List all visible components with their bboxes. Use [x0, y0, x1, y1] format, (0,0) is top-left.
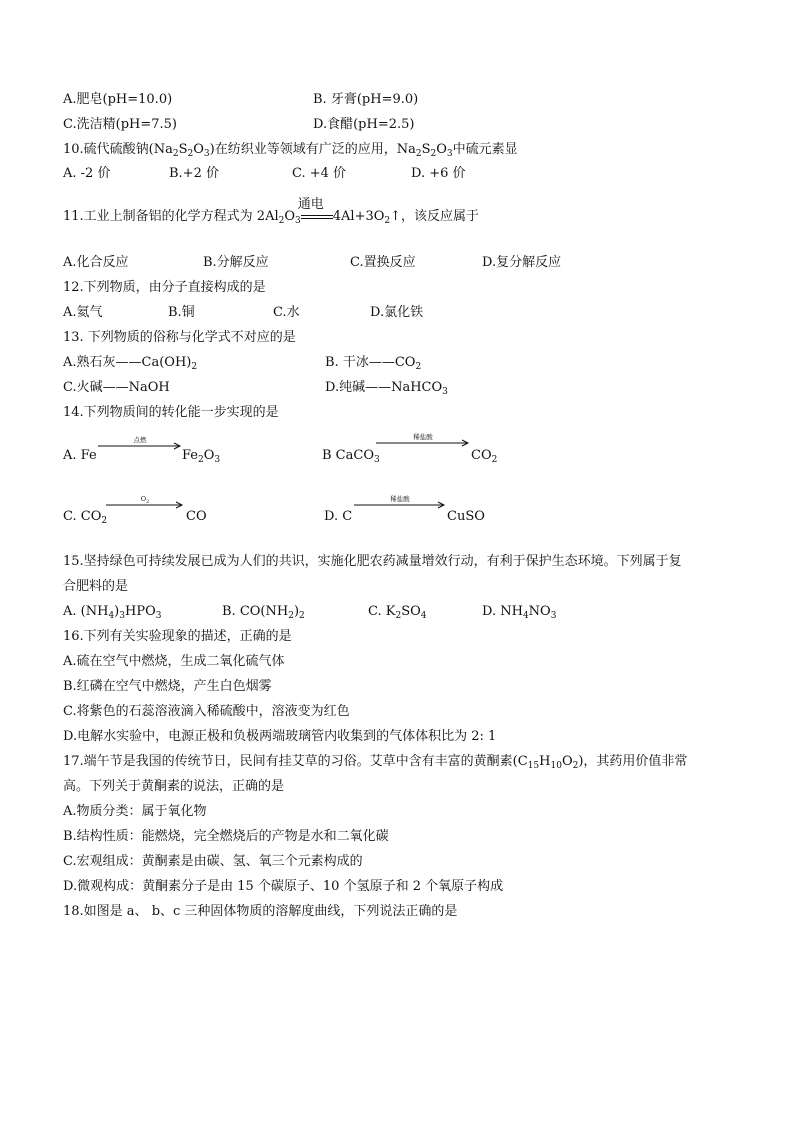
- q11-stem: 11.工业上制备铝的化学方程式为 $2Al_2O_3$ 通电 $4Al+3O_2↑$，该反应属于: [63, 197, 480, 226]
- q12-option-d: D.氯化铁: [370, 305, 424, 320]
- q9-option-b: B. 牙膏(pH=9.0): [313, 92, 419, 107]
- electrolysis-equals-sign: [297, 197, 333, 225]
- q15-option-d: D. $NH_4NO_3$: [482, 604, 557, 621]
- q10-stem: 10.硫代硫酸钠$(Na_2S_2O_3)$在纺织业等领域有广泛的应用，$Na_2S_2O_3$中硫元素显: [63, 142, 518, 159]
- q11-option-c: C.置换反应: [350, 255, 416, 270]
- q14-option-b-left: B CaCO$_3$: [322, 448, 380, 465]
- q14-option-d-left: D. C: [324, 509, 353, 524]
- q17-option-a: A.物质分类：属于氧化物: [63, 804, 207, 819]
- q9-option-d: D.食醋(pH=2.5): [313, 117, 415, 132]
- q12-option-a: A.氦气: [63, 305, 103, 320]
- q14-option-d-arrow: [354, 495, 446, 511]
- q11-option-a: A.化合反应: [63, 255, 129, 270]
- q10-option-d: D. +6 价: [411, 166, 466, 181]
- q14-option-d-right: CuSO: [447, 509, 485, 524]
- q14-option-a-right: $Fe_2O_3$: [182, 448, 221, 465]
- q16-option-b: B.红磷在空气中燃烧，产生白色烟雾: [63, 679, 272, 694]
- arrow-right-icon: [98, 442, 182, 450]
- q16-option-c: C.将紫色的石蕊溶液滴入稀硫酸中，溶液变为红色: [63, 704, 350, 719]
- q12-stem: 12.下列物质，由分子直接构成的是: [63, 280, 266, 295]
- q13-option-a: A.熟石灰$——Ca(OH)_2$: [63, 355, 198, 372]
- q14-stem: 14.下列物质间的转化能一步实现的是: [63, 405, 279, 420]
- arrow-right-icon: [106, 501, 184, 509]
- q14-option-b-right: $CO_2$: [471, 448, 498, 465]
- q15-option-b: B. $CO(NH_2)_2$: [222, 604, 305, 621]
- q14-option-c-right: CO: [186, 509, 207, 524]
- arrow-condition-label: 稀盐酸: [413, 433, 433, 441]
- q15-stem-line2: 合肥料的是: [63, 579, 129, 594]
- q15-option-a: A. $(NH_4)_3HPO_3$: [63, 604, 162, 621]
- q15-stem-line1: 15.坚持绿色可持续发展已成为人们的共识，实施化肥农药减量增效行动，有利于保护生态环境。下列属于复: [63, 554, 682, 569]
- q10-option-a: A. -2 价: [63, 166, 111, 181]
- q14-option-a-arrow: [98, 436, 182, 452]
- q13-option-d: D.纯碱——NaHCO$_3$: [325, 380, 448, 397]
- q17-option-b: B.结构性质：能燃烧，完全燃烧后的产物是水和二氧化碳: [63, 829, 389, 844]
- q13-stem: 13. 下列物质的俗称与化学式不对应的是: [63, 330, 296, 345]
- q12-option-c: C.水: [273, 305, 300, 320]
- q16-stem: 16.下列有关实验现象的描述，正确的是: [63, 629, 292, 644]
- q13-option-b: B. 干冰$——CO_2$: [325, 355, 422, 372]
- q16-option-a: A.硫在空气中燃烧，生成二氧化硫气体: [63, 654, 285, 669]
- condition-label: 通电: [297, 197, 324, 212]
- q17-stem-line1: 17.端午节是我国的传统节日，民间有挂艾草的习俗。艾草中含有丰富的黄酮素$(C_{15}H_{10}O_2)$，其药用价值非常: [63, 754, 688, 771]
- q14-option-a-left: A. Fe: [63, 448, 97, 463]
- q18-stem: 18.如图是 a、 b、c 三种固体物质的溶解度曲线，下列说法正确的是: [63, 904, 458, 919]
- arrow-condition-label: $O_2$: [140, 495, 150, 505]
- q10-option-b: B.+2 价: [169, 166, 219, 181]
- arrow-condition-label: 点燃: [133, 436, 147, 444]
- q16-option-d: D.电解水实验中，电源正极和负极两端玻璃管内收集到的气体体积比为 2: 1: [63, 729, 497, 744]
- q17-option-c: C.宏观组成：黄酮素是由碳、氢、氧三个元素构成的: [63, 854, 363, 869]
- q14-option-b-arrow: [376, 433, 470, 449]
- arrow-right-icon: [354, 501, 446, 509]
- q12-option-b: B.铜: [168, 305, 195, 320]
- q9-option-a: A.肥皂(pH=10.0): [63, 92, 173, 107]
- q13-option-c: C.火碱——NaOH: [63, 380, 170, 395]
- q17-option-d: D.微观构成：黄酮素分子是由 15 个碳原子、10 个氢原子和 2 个氧原子构成: [63, 879, 504, 894]
- q17-stem-line2: 高。下列关于黄酮素的说法，正确的是: [63, 779, 285, 794]
- q9-option-c: C.洗洁精(pH=7.5): [63, 117, 177, 132]
- q14-option-c-arrow: [106, 495, 184, 511]
- q15-option-c: C. $K_2SO_4$: [368, 604, 427, 621]
- arrow-condition-label: 稀盐酸: [390, 495, 410, 503]
- q11-option-d: D.复分解反应: [482, 255, 562, 270]
- q14-option-c-left: C. $CO_2$: [63, 509, 108, 526]
- q11-option-b: B.分解反应: [203, 255, 269, 270]
- q10-option-c: C. +4 价: [292, 166, 347, 181]
- arrow-right-icon: [376, 439, 470, 447]
